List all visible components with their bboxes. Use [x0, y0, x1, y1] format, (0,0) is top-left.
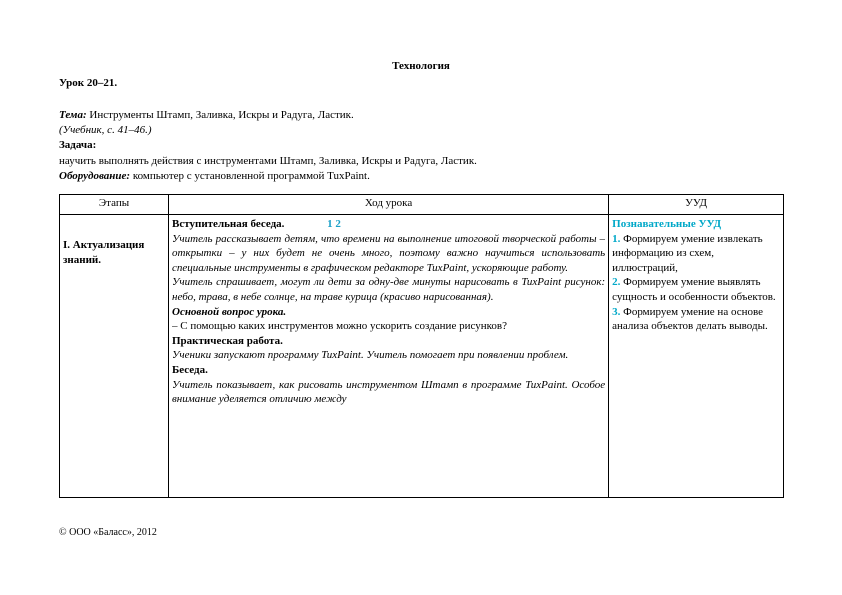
- header-uud: УУД: [609, 195, 784, 215]
- uud-heading: Познавательные УУД: [612, 218, 722, 230]
- equipment-label: Оборудование:: [59, 170, 131, 182]
- uud-item-text: Формируем умение выявлять сущность и особенности объектов.: [612, 276, 776, 303]
- main-question: – С помощью каких инструментов можно ускорить создание рисунков?: [172, 320, 507, 333]
- intro-heading: Вступительная беседа.: [172, 218, 285, 230]
- copyright-footer: © ООО «Баласс», 2012: [59, 527, 157, 538]
- uud-item-text: Формируем умение извлекать информацию из схем, иллюстраций,: [612, 232, 763, 274]
- topic-line: [59, 109, 354, 122]
- equipment-text: компьютер с установленной программой TuxPaint.: [132, 170, 370, 182]
- uud-item-text: Формируем умение на основе анализа объектов делать выводы.: [612, 305, 768, 333]
- header-stages: Этапы: [60, 195, 169, 215]
- document-subject: Технология: [392, 60, 450, 72]
- practice-heading: Практическая работа.: [172, 334, 283, 347]
- main-question-heading: Основной вопрос урока.: [172, 305, 287, 318]
- uud-item: [612, 275, 780, 304]
- uud-item-number: 2.: [612, 276, 621, 289]
- intro-heading-line: [172, 217, 605, 232]
- stage-name: I. Актуализация знаний.: [63, 239, 145, 266]
- task-text: научить выполнять действия с инструментами Штамп, Заливка, Искры и Радуга, Ластик.: [59, 155, 477, 167]
- uud-item-number: 1.: [612, 232, 621, 245]
- topic-label: Тема:: [59, 109, 87, 121]
- uud-cell: [609, 215, 784, 498]
- textbook-ref: (Учебник, с. 41–46.): [59, 124, 152, 136]
- header-lesson-flow: Ход урока: [169, 195, 609, 215]
- uud-item-number: 3.: [612, 305, 621, 318]
- intro-numbers: 1 2: [327, 218, 341, 230]
- lesson-number: Урок 20–21.: [59, 77, 118, 89]
- uud-item: [612, 305, 780, 334]
- topic-text: Инструменты Штамп, Заливка, Искры и Радуга, Ластик.: [89, 109, 354, 121]
- intro-text-1: Учитель рассказывает детям, что времени на выполнение итоговой творческой работы – открытки – у них будет не очень много, поэтому важно научиться использовать специальные инструменты в графическом редакторе TuxPaint, ускоряющие работу.: [172, 232, 606, 274]
- practice-text: Ученики запускают программу TuxPaint. Учитель помогает при появлении проблем.: [172, 349, 569, 362]
- equipment-line: [59, 170, 370, 183]
- talk-heading: Беседа.: [172, 363, 208, 376]
- lesson-flow-cell: [169, 215, 609, 498]
- lesson-table: [59, 194, 784, 498]
- intro-text-2: Учитель спрашивает, могут ли дети за одну-две минуты нарисовать в TuxPaint рисунок: небо, трава, в небе солнце, на траве курица (красиво нарисованная).: [172, 276, 606, 303]
- task-label: Задача:: [59, 139, 97, 151]
- talk-text: Учитель показывает, как рисовать инструментом Штамп в программе TuxPaint. Особое внимание уделяется отличию между: [172, 378, 606, 406]
- table-header-row: [60, 195, 784, 215]
- stage-cell: [60, 215, 169, 498]
- uud-item: [612, 232, 780, 276]
- table-row: [60, 215, 784, 498]
